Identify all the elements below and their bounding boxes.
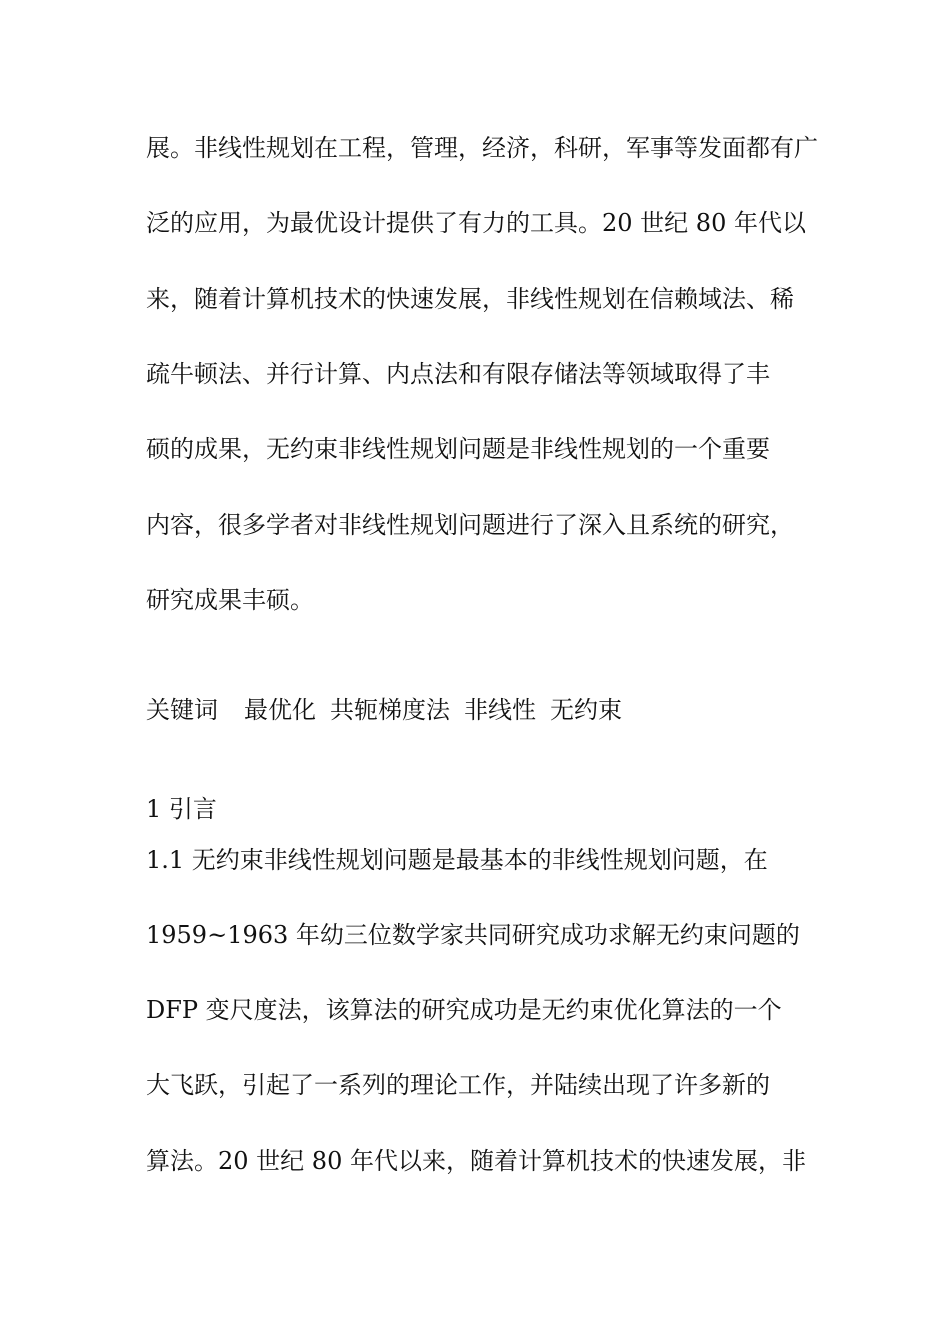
section-line: 大飞跃，引起了一系列的理论工作，并陆续出现了许多新的 xyxy=(146,1071,770,1099)
keyword-term: 无约束 xyxy=(550,696,622,724)
paragraph-line: 研究成果丰硕。 xyxy=(146,586,314,614)
paragraph-line: 疏牛顿法、并行计算、内点法和有限存储法等领域取得了丰 xyxy=(146,360,770,388)
section-line: 1.1 无约束非线性规划问题是最基本的非线性规划问题，在 xyxy=(146,846,768,874)
keyword-term: 共轭梯度法 xyxy=(330,696,450,724)
section-line: DFP 变尺度法，该算法的研究成功是无约束优化算法的一个 xyxy=(146,996,782,1024)
paragraph-line: 来，随着计算机技术的快速发展，非线性规划在信赖域法、稀 xyxy=(146,285,794,313)
paragraph-line: 内容，很多学者对非线性规划问题进行了深入且系统的研究， xyxy=(146,511,794,539)
paragraph-line: 硕的成果，无约束非线性规划问题是非线性规划的一个重要 xyxy=(146,435,770,463)
keywords-label: 关键词 xyxy=(146,696,218,724)
section-line: 1959~1963 年幼三位数学家共同研究成功求解无约束问题的 xyxy=(146,921,800,949)
keyword-term: 非线性 xyxy=(464,696,536,724)
section-line: 算法。20 世纪 80 年代以来，随着计算机技术的快速发展，非 xyxy=(146,1147,806,1175)
section-heading: 1 引言 xyxy=(146,795,217,823)
paragraph-line: 展。非线性规划在工程，管理，经济，科研，军事等发面都有广 xyxy=(146,134,818,162)
keyword-term: 最优化 xyxy=(244,696,316,724)
paragraph-line: 泛的应用，为最优设计提供了有力的工具。20 世纪 80 年代以 xyxy=(146,209,806,237)
keywords-line xyxy=(146,694,836,726)
